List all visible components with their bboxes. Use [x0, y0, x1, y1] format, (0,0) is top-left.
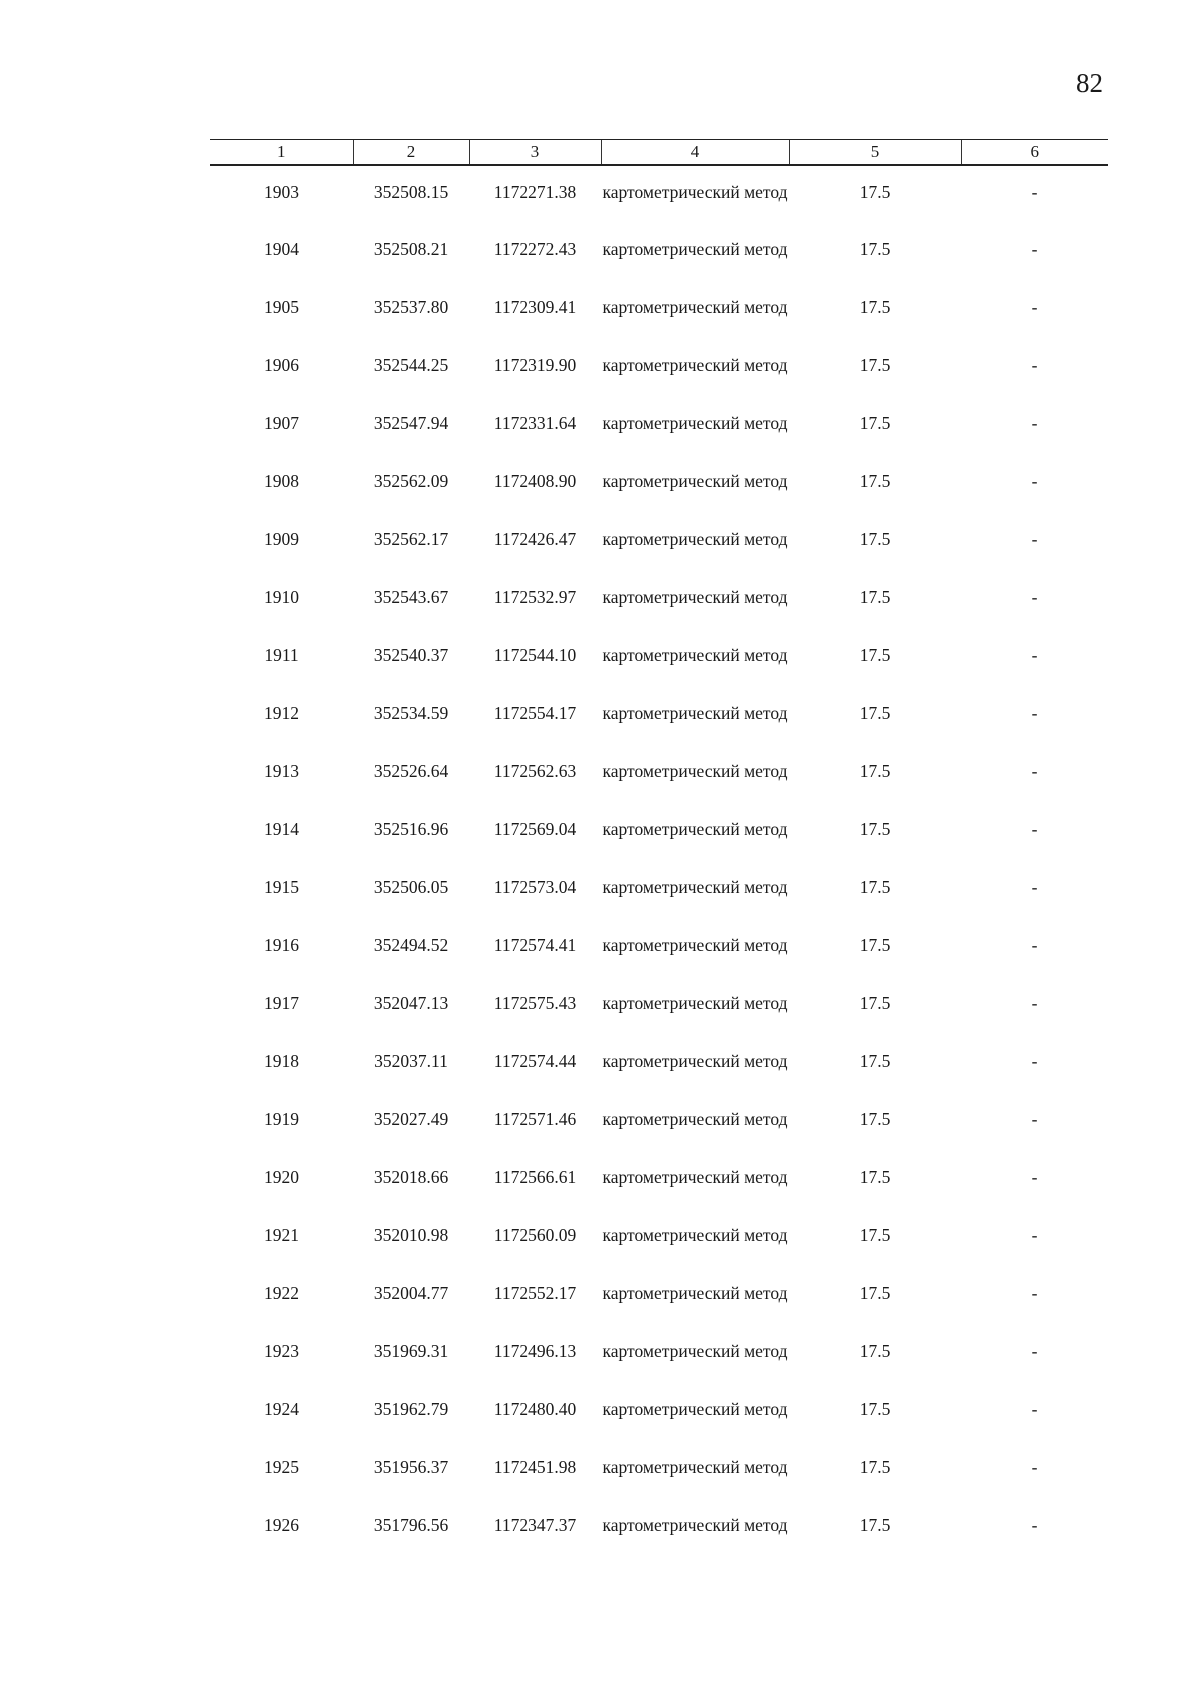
- method-cell: картометрический метод: [602, 1225, 788, 1245]
- note-cell: -: [1031, 529, 1038, 549]
- y-coordinate-cell: 1172573.04: [493, 877, 577, 897]
- x-coordinate-cell: 352004.77: [373, 1283, 449, 1303]
- accuracy-cell: 17.5: [859, 761, 891, 781]
- table-row: [210, 1165, 1108, 1223]
- y-coordinate-cell: 1172408.90: [493, 471, 577, 491]
- y-coordinate-cell: 1172331.64: [493, 413, 577, 433]
- table-row: [210, 1339, 1108, 1397]
- note-cell: -: [1031, 1457, 1038, 1477]
- x-coordinate-cell: 352037.11: [374, 1051, 448, 1071]
- header-col-5: 5: [789, 140, 961, 166]
- y-coordinate-cell: 1172544.10: [493, 645, 577, 665]
- table-row: [210, 585, 1108, 643]
- table-row: [210, 1281, 1108, 1339]
- table-row: [210, 165, 1108, 237]
- y-coordinate-cell: 1172319.90: [493, 355, 577, 375]
- accuracy-cell: 17.5: [859, 413, 891, 433]
- note-cell: -: [1031, 1515, 1038, 1535]
- method-cell: картометрический метод: [602, 239, 788, 259]
- header-row: [210, 140, 1108, 166]
- table-row: [210, 295, 1108, 353]
- x-coordinate-cell: 352494.52: [373, 935, 449, 955]
- accuracy-cell: 17.5: [859, 645, 891, 665]
- accuracy-cell: 17.5: [859, 182, 891, 202]
- x-coordinate-cell: 352543.67: [373, 587, 449, 607]
- accuracy-cell: 17.5: [859, 877, 891, 897]
- x-coordinate-cell: 351962.79: [373, 1399, 449, 1419]
- note-cell: -: [1031, 1283, 1038, 1303]
- accuracy-cell: 17.5: [859, 1399, 891, 1419]
- accuracy-cell: 17.5: [859, 471, 891, 491]
- note-cell: -: [1031, 935, 1038, 955]
- point-number-cell: 1913: [264, 761, 299, 781]
- point-number-cell: 1926: [264, 1515, 299, 1535]
- note-cell: -: [1031, 877, 1038, 897]
- point-number-cell: 1912: [264, 703, 299, 723]
- page-number: 82: [1076, 68, 1103, 98]
- accuracy-cell: 17.5: [859, 993, 891, 1013]
- note-cell: -: [1031, 587, 1038, 607]
- method-cell: картометрический метод: [602, 182, 788, 202]
- note-cell: -: [1031, 413, 1038, 433]
- table-row: [210, 237, 1108, 295]
- y-coordinate-cell: 1172451.98: [493, 1457, 577, 1477]
- x-coordinate-cell: 352544.25: [373, 355, 449, 375]
- note-cell: -: [1031, 1167, 1038, 1187]
- x-coordinate-cell: 352516.96: [373, 819, 449, 839]
- header-col-4: 4: [601, 140, 789, 166]
- point-number-cell: 1920: [264, 1167, 299, 1187]
- point-number-cell: 1921: [264, 1225, 299, 1245]
- y-coordinate-cell: 1172552.17: [493, 1283, 577, 1303]
- y-coordinate-cell: 1172562.63: [493, 761, 577, 781]
- header-col-6: 6: [961, 140, 1108, 166]
- note-cell: -: [1031, 645, 1038, 665]
- x-coordinate-cell: 352010.98: [373, 1225, 449, 1245]
- table-row: [210, 991, 1108, 1049]
- method-cell: картометрический метод: [602, 297, 788, 317]
- accuracy-cell: 17.5: [859, 1051, 891, 1071]
- method-cell: картометрический метод: [602, 703, 788, 723]
- method-cell: картометрический метод: [602, 877, 788, 897]
- accuracy-cell: 17.5: [859, 297, 891, 317]
- x-coordinate-cell: 351969.31: [373, 1341, 449, 1361]
- x-coordinate-cell: 352508.21: [373, 239, 449, 259]
- accuracy-cell: 17.5: [859, 529, 891, 549]
- y-coordinate-cell: 1172575.43: [493, 993, 577, 1013]
- note-cell: -: [1031, 761, 1038, 781]
- x-coordinate-cell: 352508.15: [373, 182, 449, 202]
- accuracy-cell: 17.5: [859, 587, 891, 607]
- note-cell: -: [1031, 355, 1038, 375]
- note-cell: -: [1031, 703, 1038, 723]
- y-coordinate-cell: 1172574.41: [493, 935, 577, 955]
- table-row: [210, 1107, 1108, 1165]
- x-coordinate-cell: 352047.13: [373, 993, 449, 1013]
- y-coordinate-cell: 1172272.43: [493, 239, 577, 259]
- header-col-1: 1: [210, 140, 353, 166]
- table-row: [210, 817, 1108, 875]
- accuracy-cell: 17.5: [859, 819, 891, 839]
- note-cell: -: [1031, 1399, 1038, 1419]
- method-cell: картометрический метод: [602, 935, 788, 955]
- point-number-cell: 1916: [264, 935, 299, 955]
- table-row: [210, 1049, 1108, 1107]
- point-number-cell: 1923: [264, 1341, 299, 1361]
- point-number-cell: 1908: [264, 471, 299, 491]
- method-cell: картометрический метод: [602, 1167, 788, 1187]
- y-coordinate-cell: 1172271.38: [493, 182, 577, 202]
- table-row: [210, 1223, 1108, 1281]
- y-coordinate-cell: 1172532.97: [493, 587, 577, 607]
- x-coordinate-cell: 352526.64: [373, 761, 449, 781]
- point-number-cell: 1907: [264, 413, 299, 433]
- note-cell: -: [1031, 1225, 1038, 1245]
- x-coordinate-cell: 352018.66: [373, 1167, 449, 1187]
- header-col-3: 3: [469, 140, 601, 166]
- point-number-cell: 1925: [264, 1457, 299, 1477]
- accuracy-cell: 17.5: [859, 935, 891, 955]
- y-coordinate-cell: 1172571.46: [493, 1109, 577, 1129]
- table-row: [210, 875, 1108, 933]
- table-row: [210, 701, 1108, 759]
- point-number-cell: 1914: [264, 819, 299, 839]
- point-number-cell: 1919: [264, 1109, 299, 1129]
- method-cell: картометрический метод: [602, 761, 788, 781]
- table-body: [210, 165, 1108, 1571]
- point-number-cell: 1909: [264, 529, 299, 549]
- accuracy-cell: 17.5: [859, 1457, 891, 1477]
- accuracy-cell: 17.5: [859, 1515, 891, 1535]
- table-row: [210, 527, 1108, 585]
- note-cell: -: [1031, 1109, 1038, 1129]
- y-coordinate-cell: 1172554.17: [493, 703, 577, 723]
- method-cell: картометрический метод: [602, 1051, 788, 1071]
- table-row: [210, 933, 1108, 991]
- point-number-cell: 1917: [264, 993, 299, 1013]
- y-coordinate-cell: 1172560.09: [493, 1225, 577, 1245]
- y-coordinate-cell: 1172347.37: [493, 1515, 577, 1535]
- table-row: [210, 411, 1108, 469]
- note-cell: -: [1031, 993, 1038, 1013]
- point-number-cell: 1911: [264, 645, 299, 665]
- note-cell: -: [1031, 182, 1038, 202]
- x-coordinate-cell: 352027.49: [373, 1109, 449, 1129]
- method-cell: картометрический метод: [602, 645, 788, 665]
- y-coordinate-cell: 1172566.61: [493, 1167, 577, 1187]
- y-coordinate-cell: 1172574.44: [493, 1051, 577, 1071]
- point-number-cell: 1903: [264, 182, 299, 202]
- method-cell: картометрический метод: [602, 1515, 788, 1535]
- x-coordinate-cell: 352562.17: [373, 529, 449, 549]
- point-number-cell: 1918: [264, 1051, 299, 1071]
- point-number-cell: 1922: [264, 1283, 299, 1303]
- table-row: [210, 643, 1108, 701]
- x-coordinate-cell: 352562.09: [373, 471, 449, 491]
- y-coordinate-cell: 1172309.41: [493, 297, 577, 317]
- note-cell: -: [1031, 239, 1038, 259]
- accuracy-cell: 17.5: [859, 703, 891, 723]
- point-number-cell: 1905: [264, 297, 299, 317]
- table-row: [210, 759, 1108, 817]
- table-header: [210, 140, 1108, 166]
- x-coordinate-cell: 351796.56: [373, 1515, 449, 1535]
- x-coordinate-cell: 351956.37: [373, 1457, 449, 1477]
- note-cell: -: [1031, 1341, 1038, 1361]
- method-cell: картометрический метод: [602, 355, 788, 375]
- method-cell: картометрический метод: [602, 993, 788, 1013]
- note-cell: -: [1031, 471, 1038, 491]
- accuracy-cell: 17.5: [859, 1109, 891, 1129]
- method-cell: картометрический метод: [602, 819, 788, 839]
- method-cell: картометрический метод: [602, 1341, 788, 1361]
- method-cell: картометрический метод: [602, 587, 788, 607]
- note-cell: -: [1031, 1051, 1038, 1071]
- table-row: [210, 1513, 1108, 1571]
- point-number-cell: 1924: [264, 1399, 299, 1419]
- method-cell: картометрический метод: [602, 1457, 788, 1477]
- accuracy-cell: 17.5: [859, 1225, 891, 1245]
- table-row: [210, 1397, 1108, 1455]
- x-coordinate-cell: 352506.05: [373, 877, 449, 897]
- y-coordinate-cell: 1172480.40: [493, 1399, 577, 1419]
- table-row: [210, 469, 1108, 527]
- point-number-cell: 1910: [264, 587, 299, 607]
- note-cell: -: [1031, 297, 1038, 317]
- accuracy-cell: 17.5: [859, 355, 891, 375]
- accuracy-cell: 17.5: [859, 1341, 891, 1361]
- method-cell: картометрический метод: [602, 1399, 788, 1419]
- method-cell: картометрический метод: [602, 1283, 788, 1303]
- method-cell: картометрический метод: [602, 1109, 788, 1129]
- table-row: [210, 1455, 1108, 1513]
- y-coordinate-cell: 1172496.13: [493, 1341, 577, 1361]
- coordinates-table: [210, 139, 1108, 1571]
- header-col-2: 2: [353, 140, 469, 166]
- accuracy-cell: 17.5: [859, 1167, 891, 1187]
- table-row: [210, 353, 1108, 411]
- note-cell: -: [1031, 819, 1038, 839]
- point-number-cell: 1906: [264, 355, 299, 375]
- point-number-cell: 1904: [264, 239, 299, 259]
- x-coordinate-cell: 352547.94: [373, 413, 449, 433]
- accuracy-cell: 17.5: [859, 239, 891, 259]
- y-coordinate-cell: 1172426.47: [493, 529, 577, 549]
- x-coordinate-cell: 352534.59: [373, 703, 449, 723]
- method-cell: картометрический метод: [602, 529, 788, 549]
- coordinates-table-container: [210, 139, 1108, 1571]
- method-cell: картометрический метод: [602, 413, 788, 433]
- point-number-cell: 1915: [264, 877, 299, 897]
- x-coordinate-cell: 352537.80: [373, 297, 449, 317]
- y-coordinate-cell: 1172569.04: [493, 819, 577, 839]
- x-coordinate-cell: 352540.37: [373, 645, 449, 665]
- accuracy-cell: 17.5: [859, 1283, 891, 1303]
- method-cell: картометрический метод: [602, 471, 788, 491]
